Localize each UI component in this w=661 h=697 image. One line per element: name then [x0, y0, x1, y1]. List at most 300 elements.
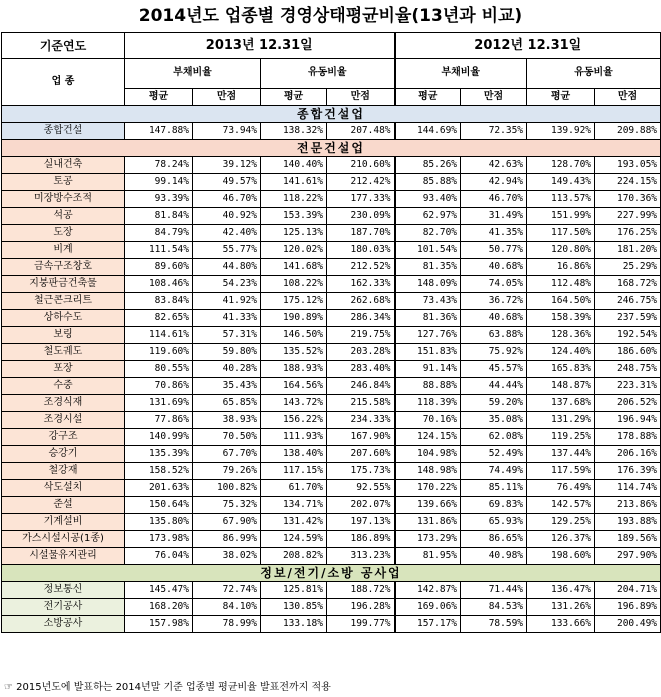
ratio-cell: 75.92%	[461, 344, 527, 361]
ratio-cell: 49.57%	[193, 174, 261, 191]
ratio-cell: 46.70%	[193, 191, 261, 208]
ratio-cell: 186.60%	[595, 344, 661, 361]
ratio-cell: 131.26%	[527, 599, 595, 616]
ratio-cell: 176.25%	[595, 225, 661, 242]
ratio-cell: 72.35%	[461, 123, 527, 140]
ratio-cell: 71.44%	[461, 582, 527, 599]
table-row	[2, 174, 661, 191]
ratio-cell: 199.77%	[327, 616, 395, 633]
ratio-cell: 44.80%	[193, 259, 261, 276]
ratio-cell: 248.75%	[595, 361, 661, 378]
ratio-cell: 262.68%	[327, 293, 395, 310]
ratio-cell: 186.89%	[327, 531, 395, 548]
ratio-cell: 157.17%	[395, 616, 461, 633]
table-row	[2, 463, 661, 480]
ratio-cell: 141.61%	[261, 174, 327, 191]
liquidity-ratio-2012: 유동비율	[527, 59, 661, 89]
ratio-cell: 173.98%	[125, 531, 193, 548]
ratio-cell: 175.12%	[261, 293, 327, 310]
industry-name: 철도궤도	[2, 344, 125, 361]
ratio-cell: 93.40%	[395, 191, 461, 208]
ratio-cell: 117.50%	[527, 225, 595, 242]
ratio-cell: 45.57%	[461, 361, 527, 378]
table-row	[2, 446, 661, 463]
ratio-cell: 42.63%	[461, 157, 527, 174]
ratio-cell: 54.23%	[193, 276, 261, 293]
ratio-cell: 138.32%	[261, 123, 327, 140]
ratio-cell: 168.20%	[125, 599, 193, 616]
industry-name: 미장방수조적	[2, 191, 125, 208]
ratio-cell: 181.20%	[595, 242, 661, 259]
industry-name: 준설	[2, 497, 125, 514]
ratio-cell: 158.52%	[125, 463, 193, 480]
ratio-cell: 142.87%	[395, 582, 461, 599]
ratio-cell: 89.60%	[125, 259, 193, 276]
ratio-cell: 57.31%	[193, 327, 261, 344]
ratio-cell: 85.26%	[395, 157, 461, 174]
table-row	[2, 531, 661, 548]
ratio-cell: 113.57%	[527, 191, 595, 208]
ratio-cell: 197.13%	[327, 514, 395, 531]
industry-name: 비계	[2, 242, 125, 259]
ratio-cell: 141.68%	[261, 259, 327, 276]
ratio-cell: 139.66%	[395, 497, 461, 514]
industry-label: 업 종	[2, 59, 125, 106]
ratio-cell: 67.90%	[193, 514, 261, 531]
full-score-header: 만점	[193, 88, 261, 105]
ratio-cell: 73.43%	[395, 293, 461, 310]
table-row	[2, 378, 661, 395]
ratio-cell: 145.47%	[125, 582, 193, 599]
ratio-cell: 67.70%	[193, 446, 261, 463]
ratio-cell: 77.86%	[125, 412, 193, 429]
ratio-cell: 210.60%	[327, 157, 395, 174]
ratio-cell: 131.29%	[527, 412, 595, 429]
ratio-cell: 137.44%	[527, 446, 595, 463]
ratio-cell: 84.10%	[193, 599, 261, 616]
ratio-cell: 83.84%	[125, 293, 193, 310]
ratio-cell: 134.71%	[261, 497, 327, 514]
ratio-cell: 180.03%	[327, 242, 395, 259]
ratio-cell: 81.36%	[395, 310, 461, 327]
ratio-cell: 114.61%	[125, 327, 193, 344]
avg-header: 평균	[125, 88, 193, 105]
ratio-cell: 208.82%	[261, 548, 327, 565]
section-title: 전문건설업	[2, 140, 661, 157]
ratio-cell: 140.40%	[261, 157, 327, 174]
ratio-cell: 119.60%	[125, 344, 193, 361]
table-row	[2, 123, 661, 140]
table-row	[2, 582, 661, 599]
industry-name: 조경시설	[2, 412, 125, 429]
ratio-cell: 70.16%	[395, 412, 461, 429]
ratio-cell: 42.94%	[461, 174, 527, 191]
ratio-cell: 283.40%	[327, 361, 395, 378]
avg-header: 평균	[261, 88, 327, 105]
ratio-cell: 46.70%	[461, 191, 527, 208]
table-row	[2, 225, 661, 242]
ratio-cell: 40.28%	[193, 361, 261, 378]
ratio-cell: 192.54%	[595, 327, 661, 344]
ratio-cell: 119.25%	[527, 429, 595, 446]
ratio-cell: 213.86%	[595, 497, 661, 514]
ratio-cell: 148.98%	[395, 463, 461, 480]
ratio-cell: 207.48%	[327, 123, 395, 140]
industry-name: 시설물유지관리	[2, 548, 125, 565]
ratio-cell: 118.22%	[261, 191, 327, 208]
ratio-cell: 101.54%	[395, 242, 461, 259]
ratio-cell: 100.82%	[193, 480, 261, 497]
industry-name: 보링	[2, 327, 125, 344]
ratio-cell: 168.72%	[595, 276, 661, 293]
table-row	[2, 395, 661, 412]
ratio-cell: 158.39%	[527, 310, 595, 327]
ratio-cell: 148.09%	[395, 276, 461, 293]
ratio-cell: 44.44%	[461, 378, 527, 395]
debt-ratio-2012: 부채비율	[395, 59, 527, 89]
ratio-cell: 41.92%	[193, 293, 261, 310]
ratio-cell: 76.49%	[527, 480, 595, 497]
ratio-cell: 153.39%	[261, 208, 327, 225]
ratio-cell: 128.70%	[527, 157, 595, 174]
ratio-cell: 297.90%	[595, 548, 661, 565]
ratio-cell: 74.49%	[461, 463, 527, 480]
industry-name: 포장	[2, 361, 125, 378]
ratio-cell: 61.70%	[261, 480, 327, 497]
ratio-cell: 25.29%	[595, 259, 661, 276]
ratio-table	[1, 32, 661, 633]
ratio-cell: 196.89%	[595, 599, 661, 616]
ratio-cell: 167.90%	[327, 429, 395, 446]
ratio-cell: 144.69%	[395, 123, 461, 140]
ratio-cell: 207.60%	[327, 446, 395, 463]
ratio-cell: 79.26%	[193, 463, 261, 480]
ratio-cell: 69.83%	[461, 497, 527, 514]
ratio-cell: 81.95%	[395, 548, 461, 565]
ratio-cell: 104.98%	[395, 446, 461, 463]
ratio-cell: 80.55%	[125, 361, 193, 378]
ratio-cell: 223.31%	[595, 378, 661, 395]
ratio-cell: 81.35%	[395, 259, 461, 276]
ratio-cell: 62.08%	[461, 429, 527, 446]
ratio-cell: 16.86%	[527, 259, 595, 276]
ratio-cell: 36.72%	[461, 293, 527, 310]
table-row	[2, 327, 661, 344]
ratio-cell: 157.98%	[125, 616, 193, 633]
footnote: ☞ 2015년도에 발표하는 2014년말 기준 업종별 평균비율 발표전까지 적용	[4, 682, 331, 693]
industry-name: 기계설비	[2, 514, 125, 531]
ratio-cell: 138.40%	[261, 446, 327, 463]
ratio-cell: 35.43%	[193, 378, 261, 395]
ratio-cell: 62.97%	[395, 208, 461, 225]
full-score-header: 만점	[461, 88, 527, 105]
industry-name: 정보통신	[2, 582, 125, 599]
ratio-cell: 189.56%	[595, 531, 661, 548]
industry-name: 도장	[2, 225, 125, 242]
ratio-cell: 78.59%	[461, 616, 527, 633]
industry-name: 석공	[2, 208, 125, 225]
ratio-cell: 137.68%	[527, 395, 595, 412]
ratio-cell: 165.83%	[527, 361, 595, 378]
section-title: 종합건설업	[2, 106, 661, 123]
table-row	[2, 497, 661, 514]
ratio-cell: 173.29%	[395, 531, 461, 548]
ratio-cell: 65.93%	[461, 514, 527, 531]
ratio-cell: 82.70%	[395, 225, 461, 242]
ratio-cell: 201.63%	[125, 480, 193, 497]
ratio-cell: 227.99%	[595, 208, 661, 225]
ratio-cell: 40.98%	[461, 548, 527, 565]
ratio-cell: 126.37%	[527, 531, 595, 548]
ratio-cell: 99.14%	[125, 174, 193, 191]
ratio-cell: 117.59%	[527, 463, 595, 480]
ratio-cell: 127.76%	[395, 327, 461, 344]
table-row	[2, 514, 661, 531]
ratio-cell: 41.33%	[193, 310, 261, 327]
table-row	[2, 208, 661, 225]
ratio-cell: 108.46%	[125, 276, 193, 293]
ratio-cell: 31.49%	[461, 208, 527, 225]
ratio-cell: 84.53%	[461, 599, 527, 616]
ratio-cell: 198.60%	[527, 548, 595, 565]
ratio-cell: 81.84%	[125, 208, 193, 225]
ratio-cell: 78.24%	[125, 157, 193, 174]
ratio-cell: 142.57%	[527, 497, 595, 514]
ratio-cell: 65.85%	[193, 395, 261, 412]
ratio-cell: 78.99%	[193, 616, 261, 633]
ratio-cell: 75.32%	[193, 497, 261, 514]
table-row	[2, 599, 661, 616]
table-row	[2, 344, 661, 361]
ratio-cell: 114.74%	[595, 480, 661, 497]
ratio-cell: 164.56%	[261, 378, 327, 395]
ratio-cell: 212.52%	[327, 259, 395, 276]
ratio-cell: 128.36%	[527, 327, 595, 344]
ratio-cell: 204.71%	[595, 582, 661, 599]
ratio-cell: 42.40%	[193, 225, 261, 242]
industry-name: 조경식재	[2, 395, 125, 412]
table-row	[2, 429, 661, 446]
ratio-cell: 120.02%	[261, 242, 327, 259]
industry-name: 승강기	[2, 446, 125, 463]
ratio-cell: 63.88%	[461, 327, 527, 344]
industry-name: 전기공사	[2, 599, 125, 616]
ratio-cell: 131.42%	[261, 514, 327, 531]
ratio-cell: 117.15%	[261, 463, 327, 480]
ratio-cell: 170.22%	[395, 480, 461, 497]
ratio-cell: 124.15%	[395, 429, 461, 446]
ratio-cell: 135.39%	[125, 446, 193, 463]
table-row	[2, 310, 661, 327]
ratio-cell: 149.43%	[527, 174, 595, 191]
ratio-cell: 120.80%	[527, 242, 595, 259]
ratio-cell: 70.86%	[125, 378, 193, 395]
ratio-cell: 215.58%	[327, 395, 395, 412]
ratio-cell: 193.05%	[595, 157, 661, 174]
avg-header: 평균	[395, 88, 461, 105]
ratio-cell: 86.99%	[193, 531, 261, 548]
ratio-cell: 246.75%	[595, 293, 661, 310]
ratio-cell: 286.34%	[327, 310, 395, 327]
ratio-cell: 85.88%	[395, 174, 461, 191]
ratio-cell: 70.50%	[193, 429, 261, 446]
ratio-cell: 146.50%	[261, 327, 327, 344]
table-row	[2, 361, 661, 378]
basis-year-label: 기준연도	[2, 33, 125, 59]
ratio-cell: 196.28%	[327, 599, 395, 616]
ratio-cell: 206.16%	[595, 446, 661, 463]
industry-name: 종합건설	[2, 123, 125, 140]
industry-name: 지붕판금건축물	[2, 276, 125, 293]
ratio-cell: 246.84%	[327, 378, 395, 395]
ratio-cell: 40.68%	[461, 259, 527, 276]
table-row	[2, 157, 661, 174]
ratio-cell: 85.11%	[461, 480, 527, 497]
ratio-cell: 203.28%	[327, 344, 395, 361]
section-header-row	[2, 140, 661, 157]
ratio-cell: 136.47%	[527, 582, 595, 599]
ratio-cell: 175.73%	[327, 463, 395, 480]
industry-name: 상하수도	[2, 310, 125, 327]
ratio-cell: 162.33%	[327, 276, 395, 293]
full-score-header: 만점	[327, 88, 395, 105]
ratio-cell: 38.93%	[193, 412, 261, 429]
ratio-cell: 193.88%	[595, 514, 661, 531]
ratio-cell: 135.80%	[125, 514, 193, 531]
ratio-cell: 313.23%	[327, 548, 395, 565]
ratio-cell: 88.88%	[395, 378, 461, 395]
debt-ratio-2013: 부채비율	[125, 59, 261, 89]
industry-name: 철강재	[2, 463, 125, 480]
ratio-cell: 39.12%	[193, 157, 261, 174]
ratio-cell: 40.92%	[193, 208, 261, 225]
industry-name: 소방공사	[2, 616, 125, 633]
ratio-cell: 38.02%	[193, 548, 261, 565]
table-row	[2, 242, 661, 259]
table-row	[2, 276, 661, 293]
ratio-cell: 108.22%	[261, 276, 327, 293]
ratio-cell: 111.93%	[261, 429, 327, 446]
full-score-header: 만점	[595, 88, 661, 105]
ratio-cell: 76.04%	[125, 548, 193, 565]
ratio-cell: 151.83%	[395, 344, 461, 361]
ratio-cell: 131.69%	[125, 395, 193, 412]
ratio-cell: 190.89%	[261, 310, 327, 327]
industry-name: 실내건축	[2, 157, 125, 174]
year-2012-header: 2012년 12.31일	[395, 33, 661, 59]
table-row	[2, 191, 661, 208]
ratio-cell: 143.72%	[261, 395, 327, 412]
ratio-cell: 139.92%	[527, 123, 595, 140]
ratio-cell: 73.94%	[193, 123, 261, 140]
ratio-cell: 224.15%	[595, 174, 661, 191]
ratio-cell: 178.88%	[595, 429, 661, 446]
ratio-cell: 140.99%	[125, 429, 193, 446]
ratio-cell: 74.05%	[461, 276, 527, 293]
ratio-cell: 164.50%	[527, 293, 595, 310]
ratio-cell: 206.52%	[595, 395, 661, 412]
ratio-cell: 124.40%	[527, 344, 595, 361]
ratio-cell: 52.49%	[461, 446, 527, 463]
ratio-cell: 92.55%	[327, 480, 395, 497]
ratio-cell: 59.20%	[461, 395, 527, 412]
ratio-cell: 84.79%	[125, 225, 193, 242]
ratio-cell: 150.64%	[125, 497, 193, 514]
ratio-cell: 151.99%	[527, 208, 595, 225]
ratio-cell: 50.77%	[461, 242, 527, 259]
ratio-cell: 118.39%	[395, 395, 461, 412]
industry-name: 삭도설치	[2, 480, 125, 497]
ratio-cell: 129.25%	[527, 514, 595, 531]
year-2013-header: 2013년 12.31일	[125, 33, 395, 59]
ratio-cell: 187.70%	[327, 225, 395, 242]
industry-name: 금속구조창호	[2, 259, 125, 276]
ratio-cell: 72.74%	[193, 582, 261, 599]
industry-name: 철근콘크리트	[2, 293, 125, 310]
section-header-row	[2, 106, 661, 123]
ratio-cell: 188.93%	[261, 361, 327, 378]
table-row	[2, 616, 661, 633]
ratio-cell: 212.42%	[327, 174, 395, 191]
section-header-row	[2, 565, 661, 582]
ratio-cell: 230.09%	[327, 208, 395, 225]
table-row	[2, 548, 661, 565]
ratio-cell: 135.52%	[261, 344, 327, 361]
ratio-cell: 209.88%	[595, 123, 661, 140]
ratio-cell: 177.33%	[327, 191, 395, 208]
ratio-cell: 234.33%	[327, 412, 395, 429]
industry-name: 강구조	[2, 429, 125, 446]
industry-name: 가스시설시공(1종)	[2, 531, 125, 548]
section-title: 정보/전기/소방 공사업	[2, 565, 661, 582]
page-title: 2014년도 업종별 경영상태평균비율(13년과 비교)	[138, 6, 523, 26]
ratio-cell: 169.06%	[395, 599, 461, 616]
ratio-cell: 125.81%	[261, 582, 327, 599]
ratio-cell: 35.08%	[461, 412, 527, 429]
ratio-cell: 200.49%	[595, 616, 661, 633]
ratio-cell: 112.48%	[527, 276, 595, 293]
ratio-cell: 219.75%	[327, 327, 395, 344]
ratio-cell: 124.59%	[261, 531, 327, 548]
table-row	[2, 259, 661, 276]
ratio-cell: 111.54%	[125, 242, 193, 259]
ratio-cell: 176.39%	[595, 463, 661, 480]
ratio-cell: 91.14%	[395, 361, 461, 378]
ratio-cell: 202.07%	[327, 497, 395, 514]
ratio-cell: 40.68%	[461, 310, 527, 327]
ratio-cell: 131.86%	[395, 514, 461, 531]
avg-header: 평균	[527, 88, 595, 105]
table-row	[2, 293, 661, 310]
ratio-cell: 41.35%	[461, 225, 527, 242]
industry-name: 토공	[2, 174, 125, 191]
ratio-cell: 133.66%	[527, 616, 595, 633]
ratio-cell: 82.65%	[125, 310, 193, 327]
ratio-cell: 196.94%	[595, 412, 661, 429]
table-row	[2, 480, 661, 497]
ratio-cell: 59.80%	[193, 344, 261, 361]
ratio-cell: 133.18%	[261, 616, 327, 633]
ratio-cell: 55.77%	[193, 242, 261, 259]
ratio-cell: 93.39%	[125, 191, 193, 208]
ratio-cell: 188.72%	[327, 582, 395, 599]
industry-name: 수중	[2, 378, 125, 395]
ratio-cell: 125.13%	[261, 225, 327, 242]
ratio-cell: 130.85%	[261, 599, 327, 616]
ratio-cell: 147.88%	[125, 123, 193, 140]
table-row	[2, 412, 661, 429]
ratio-cell: 170.36%	[595, 191, 661, 208]
